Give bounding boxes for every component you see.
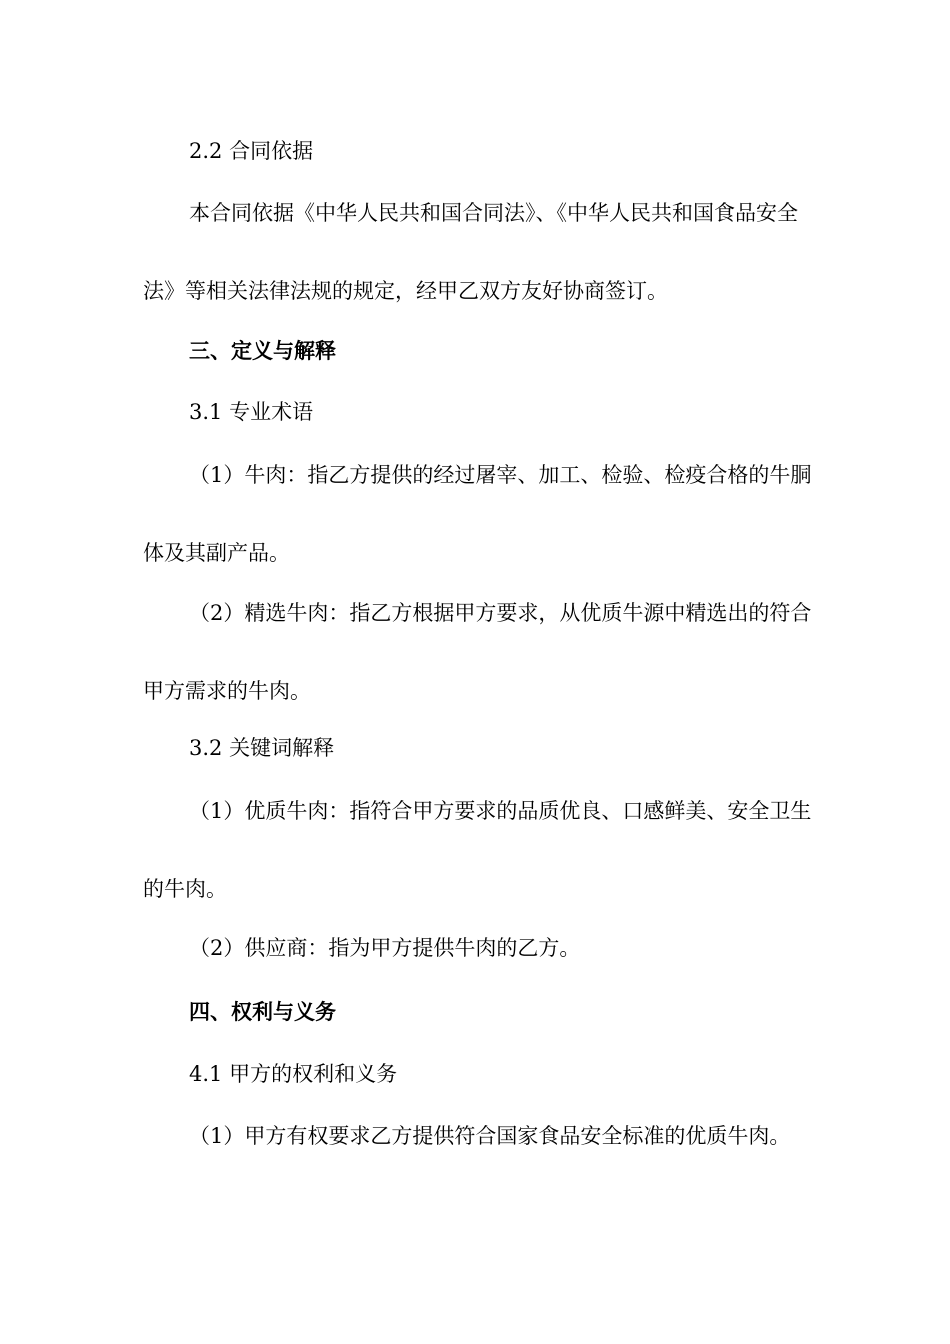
section-3-heading: 三、定义与解释: [189, 338, 336, 363]
section-2-2-title: 2.2 合同依据: [189, 139, 314, 163]
section-3-2-item-2: （2）供应商：指为甲方提供牛肉的乙方。: [189, 936, 581, 960]
section-4-heading: 四、权利与义务: [189, 999, 336, 1024]
section-4-1-item-1: （1）甲方有权要求乙方提供符合国家食品安全标准的优质牛肉。: [189, 1124, 791, 1148]
section-3-1-item-1: （1）牛肉：指乙方提供的经过屠宰、加工、检验、检疫合格的牛胴体及其副产品。: [143, 463, 812, 565]
section-3-2-item-1: （1）优质牛肉：指符合甲方要求的品质优良、口感鲜美、安全卫生的牛肉。: [143, 799, 812, 901]
section-3-1-item-2: （2）精选牛肉：指乙方根据甲方要求，从优质牛源中精选出的符合甲方需求的牛肉。: [143, 601, 812, 703]
section-3-2-title: 3.2 关键词解释: [189, 736, 335, 760]
section-4-1-title: 4.1 甲方的权利和义务: [189, 1062, 398, 1086]
section-2-2-body: 本合同依据《中华人民共和国合同法》、《中华人民共和国食品安全法》等相关法律法规的规定，经甲乙双方友好协商签订。: [143, 201, 798, 303]
section-3-1-title: 3.1 专业术语: [189, 400, 314, 424]
